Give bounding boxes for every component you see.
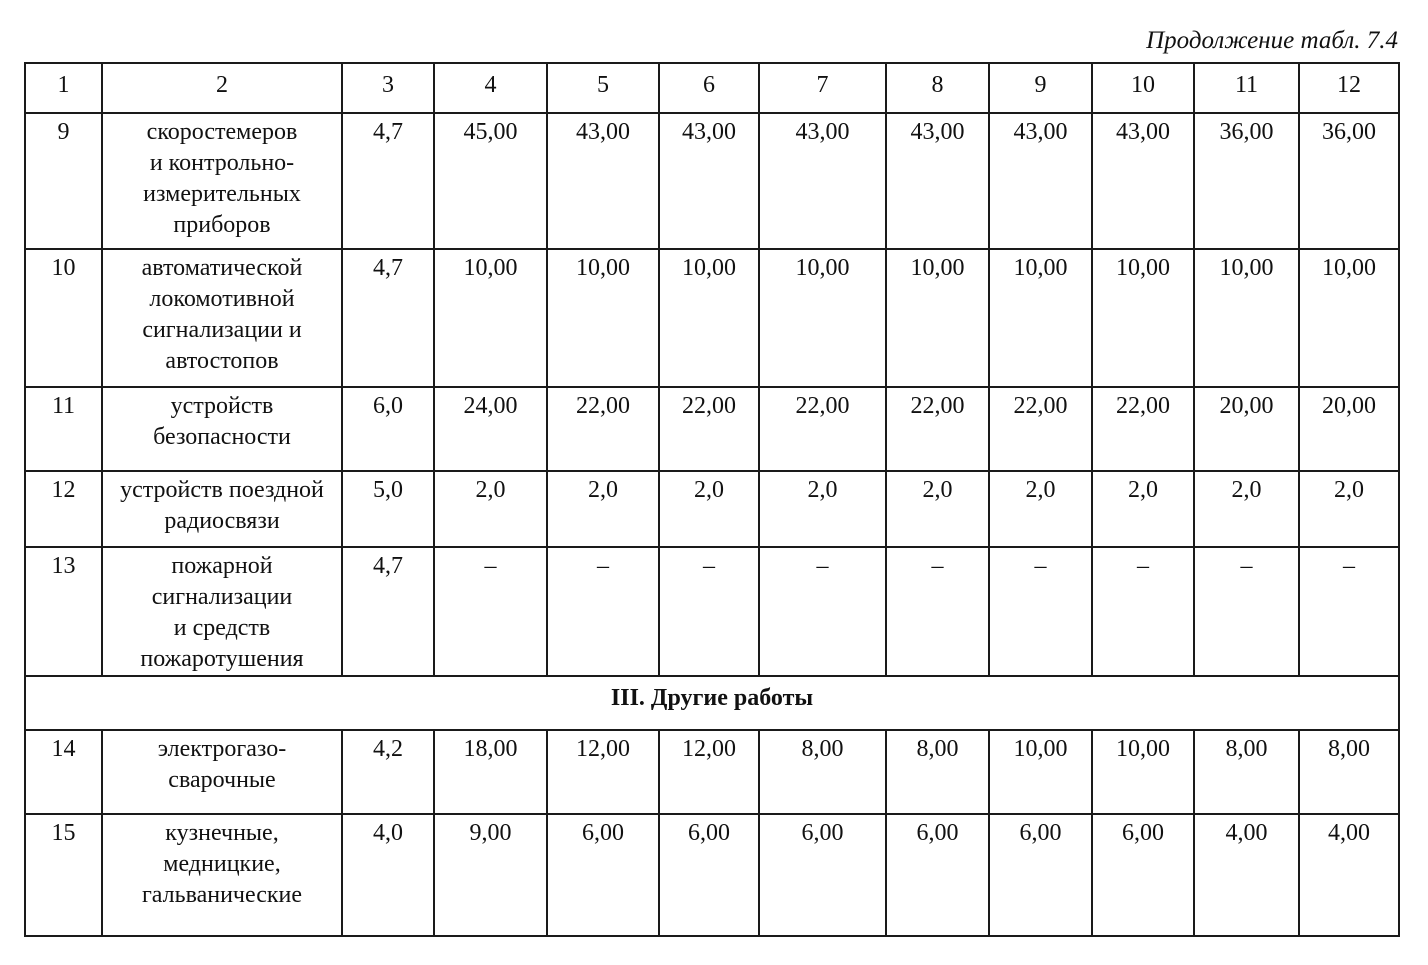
value-cell: 22,00	[759, 387, 886, 471]
value-cell: –	[659, 547, 759, 676]
row-number-cell: 14	[25, 730, 102, 814]
work-name-line: сварочные	[168, 767, 276, 793]
table-row	[25, 814, 1399, 936]
column-number-header: 6	[659, 63, 759, 113]
column-number-header: 11	[1194, 63, 1299, 113]
row-number-cell: 13	[25, 547, 102, 676]
work-name-line: кузнечные,	[165, 820, 279, 846]
work-name-cell	[102, 814, 342, 936]
work-name-line: радиосвязи	[164, 508, 280, 534]
value-cell: 10,00	[547, 249, 659, 387]
work-name-line: сигнализации и	[142, 317, 302, 343]
work-name-line: пожаротушения	[140, 646, 304, 672]
table-row	[25, 113, 1399, 249]
value-cell: 10,00	[1299, 249, 1399, 387]
value-cell: –	[886, 547, 989, 676]
value-cell: 2,0	[434, 471, 547, 547]
work-name-cell	[102, 249, 342, 387]
value-cell: 6,00	[547, 814, 659, 936]
value-cell: 24,00	[434, 387, 547, 471]
value-cell: 6,00	[1092, 814, 1194, 936]
work-name-line: автостопов	[165, 348, 279, 374]
value-cell: 6,00	[989, 814, 1092, 936]
table-row	[25, 249, 1399, 387]
value-cell: 12,00	[547, 730, 659, 814]
work-name-line: измерительных	[143, 181, 301, 207]
column-number-header: 5	[547, 63, 659, 113]
value-cell: –	[1092, 547, 1194, 676]
column-number-header: 2	[102, 63, 342, 113]
table-row	[25, 547, 1399, 676]
value-cell: 4,00	[1194, 814, 1299, 936]
value-cell: 45,00	[434, 113, 547, 249]
work-name-cell	[102, 113, 342, 249]
row-number-cell: 9	[25, 113, 102, 249]
value-cell: 43,00	[989, 113, 1092, 249]
table-row	[25, 471, 1399, 547]
work-name-line: устройств	[170, 393, 274, 419]
work-name-line: медницкие,	[163, 851, 281, 877]
row-number-cell: 11	[25, 387, 102, 471]
value-cell: 8,00	[1194, 730, 1299, 814]
value-cell: 36,00	[1299, 113, 1399, 249]
value-cell: 8,00	[759, 730, 886, 814]
work-name-line: автоматической	[141, 255, 303, 281]
value-cell: 22,00	[547, 387, 659, 471]
value-cell: 2,0	[989, 471, 1092, 547]
column-number-header: 4	[434, 63, 547, 113]
column-number-header: 12	[1299, 63, 1399, 113]
value-cell: 43,00	[886, 113, 989, 249]
work-name-line: локомотивной	[149, 286, 295, 312]
table-row	[25, 730, 1399, 814]
value-cell: –	[989, 547, 1092, 676]
value-cell: 10,00	[759, 249, 886, 387]
work-name-cell	[102, 730, 342, 814]
value-cell: 22,00	[659, 387, 759, 471]
section-row	[25, 676, 1399, 730]
value-cell: 4,2	[342, 730, 434, 814]
value-cell: –	[434, 547, 547, 676]
section-title: III. Другие работы	[25, 676, 1399, 730]
work-name-cell	[102, 387, 342, 471]
table-body	[25, 63, 1399, 936]
value-cell: 43,00	[659, 113, 759, 249]
value-cell: 2,0	[1194, 471, 1299, 547]
table-row	[25, 387, 1399, 471]
value-cell: 4,7	[342, 547, 434, 676]
row-number-cell: 10	[25, 249, 102, 387]
value-cell: 6,00	[759, 814, 886, 936]
column-number-header: 10	[1092, 63, 1194, 113]
column-number-header: 8	[886, 63, 989, 113]
value-cell: 12,00	[659, 730, 759, 814]
value-cell: 10,00	[434, 249, 547, 387]
value-cell: 5,0	[342, 471, 434, 547]
value-cell: 4,7	[342, 113, 434, 249]
value-cell: 10,00	[659, 249, 759, 387]
value-cell: –	[547, 547, 659, 676]
work-name-line: гальванические	[141, 882, 303, 908]
value-cell: 10,00	[989, 730, 1092, 814]
value-cell: 2,0	[759, 471, 886, 547]
work-name-line: сигнализации	[151, 584, 293, 610]
value-cell: 36,00	[1194, 113, 1299, 249]
value-cell: 43,00	[1092, 113, 1194, 249]
value-cell: –	[1299, 547, 1399, 676]
value-cell: 10,00	[1092, 249, 1194, 387]
value-cell: 8,00	[1299, 730, 1399, 814]
value-cell: 6,0	[342, 387, 434, 471]
value-cell: 43,00	[547, 113, 659, 249]
value-cell: 2,0	[886, 471, 989, 547]
column-number-header: 1	[25, 63, 102, 113]
value-cell: 22,00	[886, 387, 989, 471]
value-cell: 2,0	[1299, 471, 1399, 547]
value-cell: 10,00	[1194, 249, 1299, 387]
value-cell: 4,00	[1299, 814, 1399, 936]
work-name-cell	[102, 471, 342, 547]
value-cell: 9,00	[434, 814, 547, 936]
value-cell: 10,00	[1092, 730, 1194, 814]
value-cell: 2,0	[547, 471, 659, 547]
value-cell: 20,00	[1299, 387, 1399, 471]
work-name-line: безопасности	[153, 424, 291, 450]
work-name-line: скоростемеров	[146, 119, 298, 145]
row-number-cell: 15	[25, 814, 102, 936]
column-number-header: 9	[989, 63, 1092, 113]
value-cell: 4,7	[342, 249, 434, 387]
row-number-cell: 12	[25, 471, 102, 547]
work-name-line: и средств	[173, 615, 271, 641]
value-cell: –	[759, 547, 886, 676]
work-name-line: устройств поездной	[120, 477, 324, 503]
value-cell: 10,00	[989, 249, 1092, 387]
value-cell: 2,0	[1092, 471, 1194, 547]
work-name-line: и контрольно-	[149, 150, 295, 176]
value-cell: –	[1194, 547, 1299, 676]
value-cell: 22,00	[989, 387, 1092, 471]
work-name-line: пожарной	[171, 553, 273, 579]
value-cell: 20,00	[1194, 387, 1299, 471]
table-caption: Продолжение табл. 7.4	[1146, 27, 1398, 54]
value-cell: 6,00	[659, 814, 759, 936]
work-name-line: электрогазо-	[157, 736, 287, 762]
value-cell: 6,00	[886, 814, 989, 936]
work-name-cell	[102, 547, 342, 676]
value-cell: 43,00	[759, 113, 886, 249]
value-cell: 2,0	[659, 471, 759, 547]
value-cell: 4,0	[342, 814, 434, 936]
work-name-line: приборов	[173, 212, 271, 238]
value-cell: 8,00	[886, 730, 989, 814]
header-row	[25, 63, 1399, 113]
column-number-header: 7	[759, 63, 886, 113]
column-number-header: 3	[342, 63, 434, 113]
value-cell: 10,00	[886, 249, 989, 387]
value-cell: 22,00	[1092, 387, 1194, 471]
value-cell: 18,00	[434, 730, 547, 814]
norms-table	[24, 62, 1400, 937]
